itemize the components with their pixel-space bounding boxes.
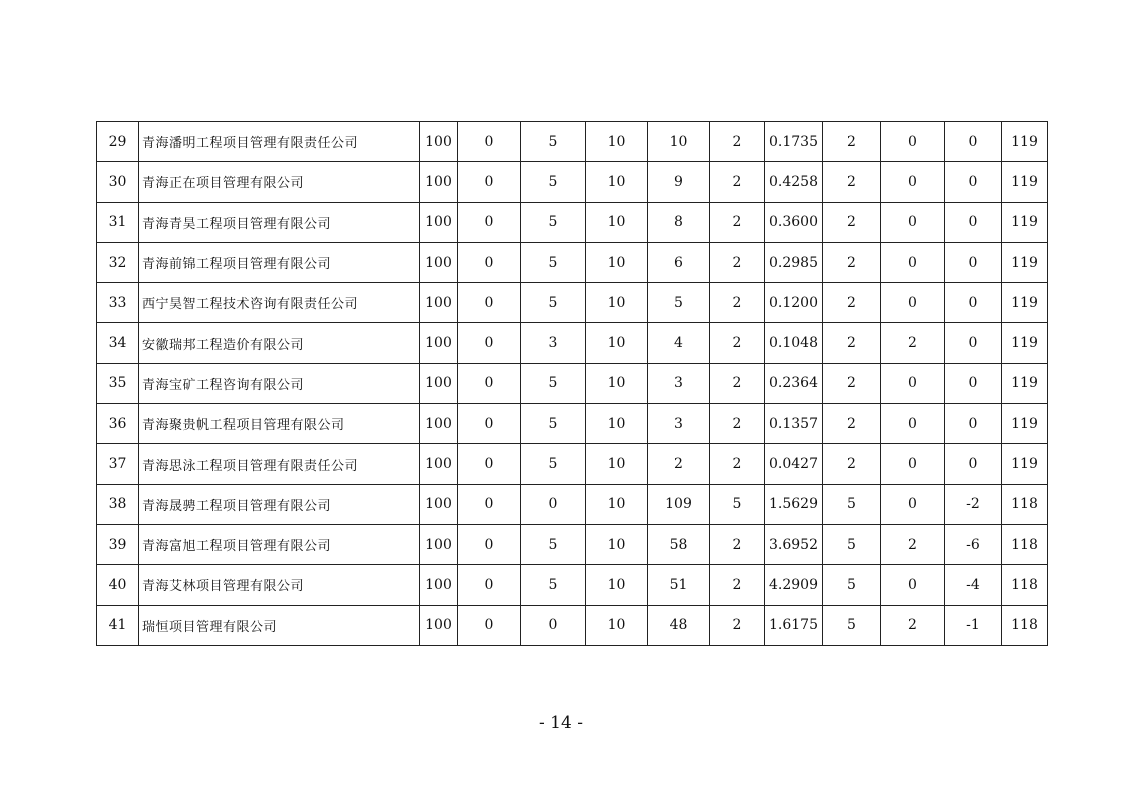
- score-col-4-cell: 10: [586, 323, 648, 363]
- score-col-1-cell: 100: [420, 605, 458, 645]
- score-col-1-cell: 100: [420, 484, 458, 524]
- score-col-10-cell: -2: [945, 484, 1002, 524]
- score-col-3-cell: 5: [521, 444, 586, 484]
- score-col-7-cell: 0.3600: [765, 202, 823, 242]
- score-col-8-cell: 2: [823, 404, 881, 444]
- score-col-7-cell: 0.1200: [765, 283, 823, 323]
- score-col-10-cell: 0: [945, 202, 1002, 242]
- total-score-cell: 119: [1002, 404, 1048, 444]
- score-col-8-cell: 5: [823, 484, 881, 524]
- score-col-9-cell: 0: [881, 363, 945, 403]
- score-col-5-cell: 6: [648, 242, 710, 282]
- score-col-10-cell: -1: [945, 605, 1002, 645]
- row-number-cell: 35: [97, 363, 139, 403]
- score-col-8-cell: 5: [823, 605, 881, 645]
- page-number: - 14 -: [539, 713, 583, 733]
- score-col-2-cell: 0: [458, 242, 521, 282]
- score-col-7-cell: 0.0427: [765, 444, 823, 484]
- score-col-6-cell: 2: [710, 363, 765, 403]
- score-col-4-cell: 10: [586, 202, 648, 242]
- score-col-4-cell: 10: [586, 565, 648, 605]
- score-col-9-cell: 0: [881, 202, 945, 242]
- score-col-3-cell: 0: [521, 484, 586, 524]
- score-col-3-cell: 5: [521, 242, 586, 282]
- score-col-9-cell: 0: [881, 565, 945, 605]
- score-col-10-cell: 0: [945, 444, 1002, 484]
- score-col-6-cell: 2: [710, 524, 765, 564]
- score-col-2-cell: 0: [458, 524, 521, 564]
- score-col-4-cell: 10: [586, 122, 648, 162]
- score-col-9-cell: 2: [881, 605, 945, 645]
- score-col-5-cell: 2: [648, 444, 710, 484]
- score-col-6-cell: 2: [710, 605, 765, 645]
- score-col-1-cell: 100: [420, 404, 458, 444]
- table-row: [97, 444, 1048, 484]
- score-col-2-cell: 0: [458, 202, 521, 242]
- score-col-5-cell: 58: [648, 524, 710, 564]
- score-col-3-cell: 5: [521, 162, 586, 202]
- score-col-5-cell: 48: [648, 605, 710, 645]
- score-col-4-cell: 10: [586, 242, 648, 282]
- company-name-cell: 青海宝矿工程咨询有限公司: [139, 363, 420, 403]
- score-col-10-cell: 0: [945, 404, 1002, 444]
- score-col-2-cell: 0: [458, 363, 521, 403]
- score-col-5-cell: 9: [648, 162, 710, 202]
- row-number-cell: 33: [97, 283, 139, 323]
- score-col-7-cell: 1.5629: [765, 484, 823, 524]
- score-col-3-cell: 5: [521, 524, 586, 564]
- score-col-1-cell: 100: [420, 565, 458, 605]
- score-col-9-cell: 0: [881, 162, 945, 202]
- score-col-9-cell: 2: [881, 524, 945, 564]
- score-col-5-cell: 3: [648, 404, 710, 444]
- score-col-7-cell: 0.1048: [765, 323, 823, 363]
- score-col-7-cell: 0.4258: [765, 162, 823, 202]
- row-number-cell: 30: [97, 162, 139, 202]
- score-col-6-cell: 2: [710, 162, 765, 202]
- total-score-cell: 119: [1002, 283, 1048, 323]
- company-name-cell: 西宁昊智工程技术咨询有限责任公司: [139, 283, 420, 323]
- score-col-5-cell: 51: [648, 565, 710, 605]
- score-col-1-cell: 100: [420, 524, 458, 564]
- total-score-cell: 118: [1002, 565, 1048, 605]
- score-col-1-cell: 100: [420, 162, 458, 202]
- score-col-9-cell: 0: [881, 444, 945, 484]
- score-col-7-cell: 1.6175: [765, 605, 823, 645]
- score-col-4-cell: 10: [586, 162, 648, 202]
- score-col-6-cell: 5: [710, 484, 765, 524]
- total-score-cell: 119: [1002, 323, 1048, 363]
- score-col-5-cell: 5: [648, 283, 710, 323]
- table-row: [97, 323, 1048, 363]
- score-col-4-cell: 10: [586, 524, 648, 564]
- score-col-6-cell: 2: [710, 242, 765, 282]
- score-col-9-cell: 0: [881, 122, 945, 162]
- score-col-4-cell: 10: [586, 484, 648, 524]
- row-number-cell: 38: [97, 484, 139, 524]
- score-col-2-cell: 0: [458, 404, 521, 444]
- score-col-2-cell: 0: [458, 323, 521, 363]
- table-row: [97, 202, 1048, 242]
- score-col-6-cell: 2: [710, 122, 765, 162]
- score-col-9-cell: 0: [881, 242, 945, 282]
- score-col-1-cell: 100: [420, 283, 458, 323]
- score-col-4-cell: 10: [586, 404, 648, 444]
- total-score-cell: 118: [1002, 605, 1048, 645]
- score-col-6-cell: 2: [710, 323, 765, 363]
- company-name-cell: 青海青昊工程项目管理有限公司: [139, 202, 420, 242]
- row-number-cell: 40: [97, 565, 139, 605]
- score-col-2-cell: 0: [458, 484, 521, 524]
- total-score-cell: 119: [1002, 162, 1048, 202]
- row-number-cell: 31: [97, 202, 139, 242]
- score-col-8-cell: 2: [823, 202, 881, 242]
- row-number-cell: 41: [97, 605, 139, 645]
- score-col-9-cell: 0: [881, 484, 945, 524]
- score-col-10-cell: 0: [945, 283, 1002, 323]
- total-score-cell: 119: [1002, 363, 1048, 403]
- score-col-5-cell: 3: [648, 363, 710, 403]
- score-col-8-cell: 2: [823, 162, 881, 202]
- score-col-5-cell: 10: [648, 122, 710, 162]
- score-col-7-cell: 0.1357: [765, 404, 823, 444]
- company-name-cell: 青海正在项目管理有限公司: [139, 162, 420, 202]
- score-col-8-cell: 5: [823, 565, 881, 605]
- score-col-7-cell: 0.1735: [765, 122, 823, 162]
- company-name-cell: 瑞恒项目管理有限公司: [139, 605, 420, 645]
- score-col-2-cell: 0: [458, 283, 521, 323]
- table-row: [97, 484, 1048, 524]
- score-col-10-cell: 0: [945, 162, 1002, 202]
- score-col-2-cell: 0: [458, 605, 521, 645]
- table-row: [97, 162, 1048, 202]
- table-row: [97, 363, 1048, 403]
- score-col-10-cell: 0: [945, 242, 1002, 282]
- score-col-8-cell: 2: [823, 323, 881, 363]
- row-number-cell: 37: [97, 444, 139, 484]
- table-row: [97, 524, 1048, 564]
- score-col-5-cell: 4: [648, 323, 710, 363]
- score-col-8-cell: 2: [823, 283, 881, 323]
- company-name-cell: 青海思泳工程项目管理有限责任公司: [139, 444, 420, 484]
- score-col-7-cell: 3.6952: [765, 524, 823, 564]
- total-score-cell: 118: [1002, 484, 1048, 524]
- score-col-4-cell: 10: [586, 363, 648, 403]
- score-col-9-cell: 0: [881, 283, 945, 323]
- score-col-10-cell: -4: [945, 565, 1002, 605]
- score-table: [96, 121, 1048, 646]
- score-col-3-cell: 5: [521, 202, 586, 242]
- company-name-cell: 青海艾林项目管理有限公司: [139, 565, 420, 605]
- score-col-8-cell: 2: [823, 363, 881, 403]
- score-col-2-cell: 0: [458, 565, 521, 605]
- total-score-cell: 119: [1002, 242, 1048, 282]
- score-col-10-cell: 0: [945, 122, 1002, 162]
- score-col-1-cell: 100: [420, 202, 458, 242]
- score-col-6-cell: 2: [710, 202, 765, 242]
- score-col-6-cell: 2: [710, 444, 765, 484]
- row-number-cell: 36: [97, 404, 139, 444]
- company-name-cell: 安徽瑞邦工程造价有限公司: [139, 323, 420, 363]
- score-col-3-cell: 3: [521, 323, 586, 363]
- table-row: [97, 565, 1048, 605]
- row-number-cell: 34: [97, 323, 139, 363]
- score-col-7-cell: 0.2985: [765, 242, 823, 282]
- table-row: [97, 283, 1048, 323]
- score-col-9-cell: 0: [881, 404, 945, 444]
- score-col-3-cell: 5: [521, 363, 586, 403]
- total-score-cell: 119: [1002, 202, 1048, 242]
- score-col-5-cell: 109: [648, 484, 710, 524]
- total-score-cell: 119: [1002, 122, 1048, 162]
- score-col-10-cell: -6: [945, 524, 1002, 564]
- score-col-8-cell: 2: [823, 242, 881, 282]
- row-number-cell: 32: [97, 242, 139, 282]
- company-name-cell: 青海聚贵帆工程项目管理有限公司: [139, 404, 420, 444]
- company-name-cell: 青海晟骋工程项目管理有限公司: [139, 484, 420, 524]
- table-row: [97, 122, 1048, 162]
- score-col-5-cell: 8: [648, 202, 710, 242]
- score-col-1-cell: 100: [420, 444, 458, 484]
- score-col-6-cell: 2: [710, 404, 765, 444]
- score-col-8-cell: 5: [823, 524, 881, 564]
- company-name-cell: 青海潘明工程项目管理有限责任公司: [139, 122, 420, 162]
- score-col-3-cell: 5: [521, 404, 586, 444]
- company-name-cell: 青海前锦工程项目管理有限公司: [139, 242, 420, 282]
- score-col-6-cell: 2: [710, 283, 765, 323]
- score-col-7-cell: 0.2364: [765, 363, 823, 403]
- score-col-3-cell: 0: [521, 605, 586, 645]
- score-col-1-cell: 100: [420, 242, 458, 282]
- score-col-2-cell: 0: [458, 162, 521, 202]
- score-col-6-cell: 2: [710, 565, 765, 605]
- score-col-8-cell: 2: [823, 122, 881, 162]
- score-col-4-cell: 10: [586, 444, 648, 484]
- score-col-1-cell: 100: [420, 363, 458, 403]
- score-col-4-cell: 10: [586, 605, 648, 645]
- score-col-1-cell: 100: [420, 323, 458, 363]
- row-number-cell: 39: [97, 524, 139, 564]
- score-col-8-cell: 2: [823, 444, 881, 484]
- score-col-10-cell: 0: [945, 363, 1002, 403]
- score-col-3-cell: 5: [521, 565, 586, 605]
- score-col-2-cell: 0: [458, 122, 521, 162]
- row-number-cell: 29: [97, 122, 139, 162]
- score-col-9-cell: 2: [881, 323, 945, 363]
- table-row: [97, 605, 1048, 645]
- score-col-4-cell: 10: [586, 283, 648, 323]
- total-score-cell: 118: [1002, 524, 1048, 564]
- table-body: [97, 122, 1048, 646]
- score-col-1-cell: 100: [420, 122, 458, 162]
- score-col-10-cell: 0: [945, 323, 1002, 363]
- company-name-cell: 青海富旭工程项目管理有限公司: [139, 524, 420, 564]
- score-col-2-cell: 0: [458, 444, 521, 484]
- total-score-cell: 119: [1002, 444, 1048, 484]
- table-row: [97, 404, 1048, 444]
- table-row: [97, 242, 1048, 282]
- score-col-3-cell: 5: [521, 122, 586, 162]
- score-col-7-cell: 4.2909: [765, 565, 823, 605]
- score-col-3-cell: 5: [521, 283, 586, 323]
